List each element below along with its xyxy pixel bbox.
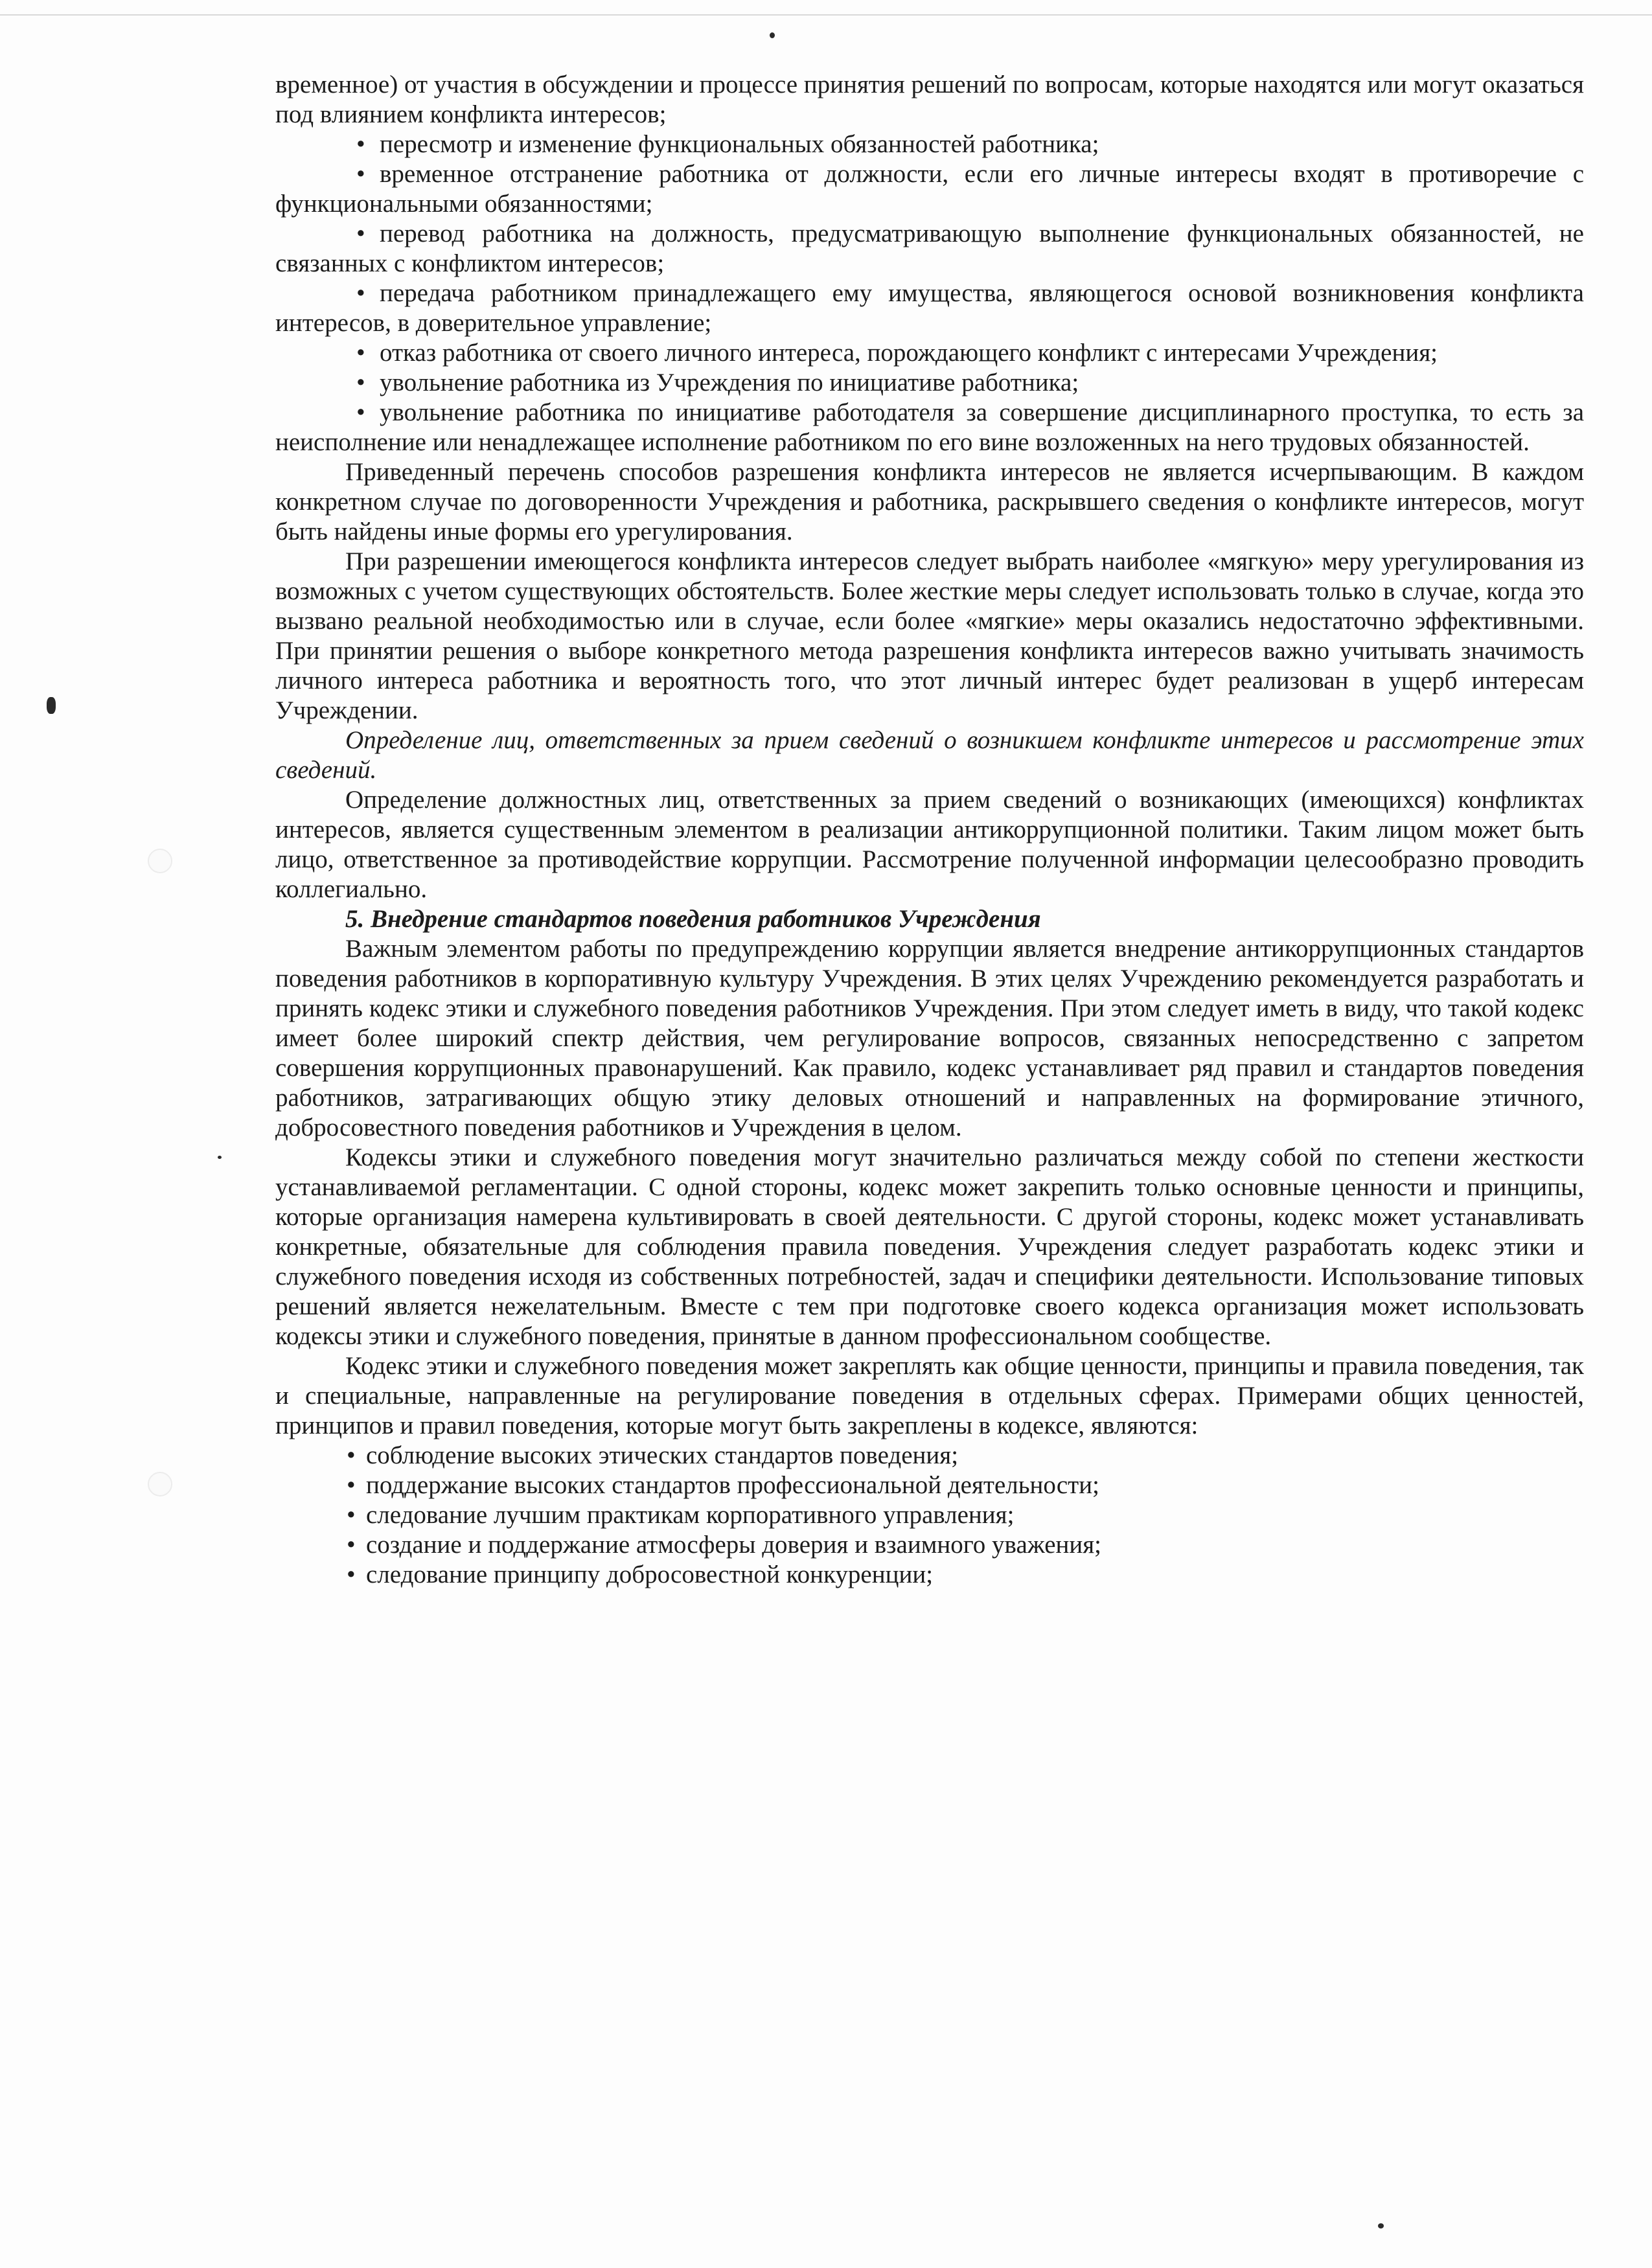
intro-paragraph: временное) от участия в обсуждении и процессе принятия решений по вопросам, которые находятся или могут оказаться под влиянием конфликта интересов; bbox=[275, 71, 1584, 128]
scan-speck bbox=[1378, 2223, 1384, 2228]
document-body bbox=[275, 70, 1584, 1590]
bullet-icon: • bbox=[347, 1501, 356, 1529]
scan-speck bbox=[47, 697, 56, 714]
section-heading: 5. Внедрение стандартов поведения работников Учреждения bbox=[345, 905, 1041, 933]
bullet-icon: • bbox=[356, 369, 365, 396]
bullet-icon: • bbox=[356, 398, 365, 426]
list-item: • увольнение работника по инициативе работодателя за совершение дисциплинарного проступка, то есть за неисполнение или ненадлежащее исполнение работником по его вине возложенных на него трудовых обязанностей. bbox=[275, 398, 1584, 456]
bullet-icon: • bbox=[356, 220, 365, 247]
list-item: • перевод работника на должность, предусматривающую выполнение функциональных обязанностей, не связанных с конфликтом интересов; bbox=[275, 220, 1584, 277]
paragraph: Определение должностных лиц, ответственных за прием сведений о возникающих (имеющихся) конфликтах интересов, является существенным элементом в реализации антикоррупционной политики. Таким лицом может быть лицо, ответственное за противодействие коррупции. Рассмотрение полученной информации целесообразно проводить коллегиально. bbox=[275, 786, 1584, 903]
bullet-icon: • bbox=[347, 1471, 356, 1499]
punch-hole bbox=[148, 849, 172, 873]
scan-speck bbox=[770, 32, 775, 38]
paragraph: Кодекс этики и служебного поведения может закреплять как общие ценности, принципы и правила поведения, так и специальные, направленные на регулирование поведения в отдельных сферах. Примерами общих ценностей, принципов и правил поведения, которые могут быть закреплены в кодексе, являются: bbox=[275, 1352, 1584, 1439]
list-item: • поддержание высоких стандартов профессиональной деятельности; bbox=[347, 1471, 1099, 1499]
bullet-icon: • bbox=[356, 279, 365, 307]
paragraph: Приведенный перечень способов разрешения конфликта интересов не является исчерпывающим. В каждом конкретном случае по договоренности Учреждения и работника, раскрывшего сведения о конфликте интересов, могут быть найдены иные формы его урегулирования. bbox=[275, 458, 1584, 545]
italic-subheading: Определение лиц, ответственных за прием сведений о возникшем конфликте интересов и рассмотрение этих сведений. bbox=[275, 726, 1584, 784]
list-item: • соблюдение высоких этических стандартов поведения; bbox=[347, 1441, 959, 1469]
bullet-icon: • bbox=[347, 1441, 356, 1469]
bullet-icon: • bbox=[347, 1561, 356, 1588]
scan-speck bbox=[218, 1156, 222, 1159]
bullet-icon: • bbox=[347, 1531, 356, 1559]
bullet-icon: • bbox=[356, 339, 365, 367]
list-item: • временное отстранение работника от должности, если его личные интересы входят в противоречие с функциональными обязанностями; bbox=[275, 160, 1584, 218]
bullet-icon: • bbox=[356, 160, 365, 188]
paragraph: Кодексы этики и служебного поведения могут значительно различаться между собой по степени жесткости устанавливаемой регламентации. С одной стороны, кодекс может закрепить только основные ценности и принципы, которые организация намерена культивировать в своей деятельности. С другой стороны, кодекс может устанавливать конкретные, обязательные для соблюдения правила поведения. Учреждения следует разработать кодекс этики и служебного поведения исходя из собственных потребностей, задач и специфики деятельности. Использование типовых решений является нежелательным. Вместе с тем при подготовке своего кодекса организация может использовать кодексы этики и служебного поведения, принятые в данном профессиональном сообществе. bbox=[275, 1143, 1584, 1350]
scan-edge-line bbox=[0, 14, 1652, 16]
list-item: • передача работником принадлежащего ему имущества, являющегося основой возникновения конфликта интересов, в доверительное управление; bbox=[275, 279, 1584, 337]
punch-hole bbox=[148, 1472, 172, 1496]
list-item: • следование лучшим практикам корпоративного управления; bbox=[347, 1501, 1015, 1529]
list-item: • увольнение работника из Учреждения по инициативе работника; bbox=[356, 369, 1079, 396]
list-item: • отказ работника от своего личного интереса, порождающего конфликт с интересами Учреждения; bbox=[356, 339, 1438, 367]
list-item: • создание и поддержание атмосферы доверия и взаимного уважения; bbox=[347, 1531, 1102, 1559]
list-item: • следование принципу добросовестной конкуренции; bbox=[347, 1561, 934, 1588]
list-item: • пересмотр и изменение функциональных обязанностей работника; bbox=[356, 130, 1099, 158]
paragraph: Важным элементом работы по предупреждению коррупции является внедрение антикоррупционных стандартов поведения работников в корпоративную культуру Учреждения. В этих целях Учреждению рекомендуется разработать и принять кодекс этики и служебного поведения работников Учреждения. При этом следует иметь в виду, что такой кодекс имеет более широкий спектр действия, чем регулирование вопросов, связанных непосредственно с запретом совершения коррупционных правонарушений. Как правило, кодекс устанавливает ряд правил и стандартов поведения работников, затрагивающих общую этику деловых отношений и направленных на формирование этичного, добросовестного поведения работников и Учреждения в целом. bbox=[275, 935, 1584, 1141]
bullet-icon: • bbox=[356, 130, 365, 158]
paragraph: При разрешении имеющегося конфликта интересов следует выбрать наиболее «мягкую» меру урегулирования из возможных с учетом существующих обстоятельств. Более жесткие меры следует использовать только в случае, когда это вызвано реальной необходимостью или в случае, если более «мягкие» меры оказались недостаточно эффективными. При принятии решения о выборе конкретного метода разрешения конфликта интересов важно учитывать значимость личного интереса работника и вероятность того, что этот личный интерес будет реализован в ущерб интересам Учреждении. bbox=[275, 547, 1584, 724]
